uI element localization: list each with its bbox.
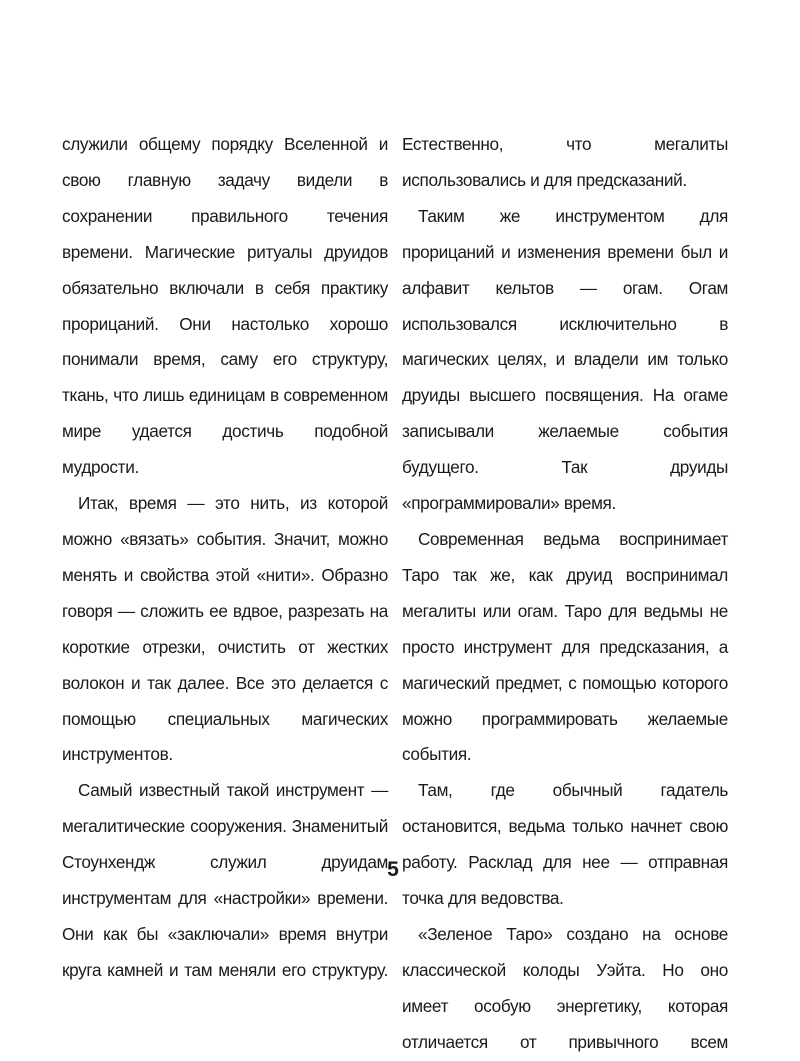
paragraph: Таким же инструментом для прорицаний и изменения времени был и алфавит кельтов — огам. Огам использовался исключительно в магических целях, и владели им только друиды высшего посвящения. На огаме записывали желаемые события будущего. Так друиды «программировали» время. xyxy=(402,205,728,514)
paragraph: «Зеленое Таро» создано на основе классической колоды Уэйта. Но оно имеет особую энергетику, которая отличается от привычного всем xyxy=(402,923,728,1052)
paragraph: служили общему порядку Вселенной и свою главную задачу видели в сохранении правильного течения времени. Магические ритуалы друидов обязательно включали в себя практику прорицаний. Они настолько хорошо понимали время, саму его структуру, ткань, что лишь единицам в современном мире удается достичь подобной мудрости. xyxy=(62,134,388,478)
right-text-column xyxy=(402,127,728,1061)
paragraph: Естественно, что мегалиты использовались и для предсказаний. xyxy=(402,134,728,190)
paragraph: Современная ведьма воспринимает Таро так же, как друид воспринимал мегалиты или огам. Таро для ведьмы не просто инструмент для предсказания, а магический предмет, с помощью которого можно программировать желаемые события. xyxy=(402,528,728,765)
paragraph: Там, где обычный гадатель остановится, ведьма только начнет свою работу. Расклад для нее — отправная точка для ведовства. xyxy=(402,780,728,909)
page-number: 5 xyxy=(387,858,399,881)
paragraph: Самый известный такой инструмент — мегалитические сооружения. Знаменитый Стоунхендж служил друидам инструментам для «настройки» времени. Они как бы «заключали» время внутри круга камней и там меняли его структуру. xyxy=(62,780,388,980)
paragraph: Итак, время — это нить, из которой можно «вязать» события. Значит, можно менять и свойства этой «нити». Образно говоря — сложить ее вдвое, разрезать на короткие отрезки, очистить от жестких волокон и так далее. Все это делается с помощью специальных магических инструментов. xyxy=(62,493,388,765)
